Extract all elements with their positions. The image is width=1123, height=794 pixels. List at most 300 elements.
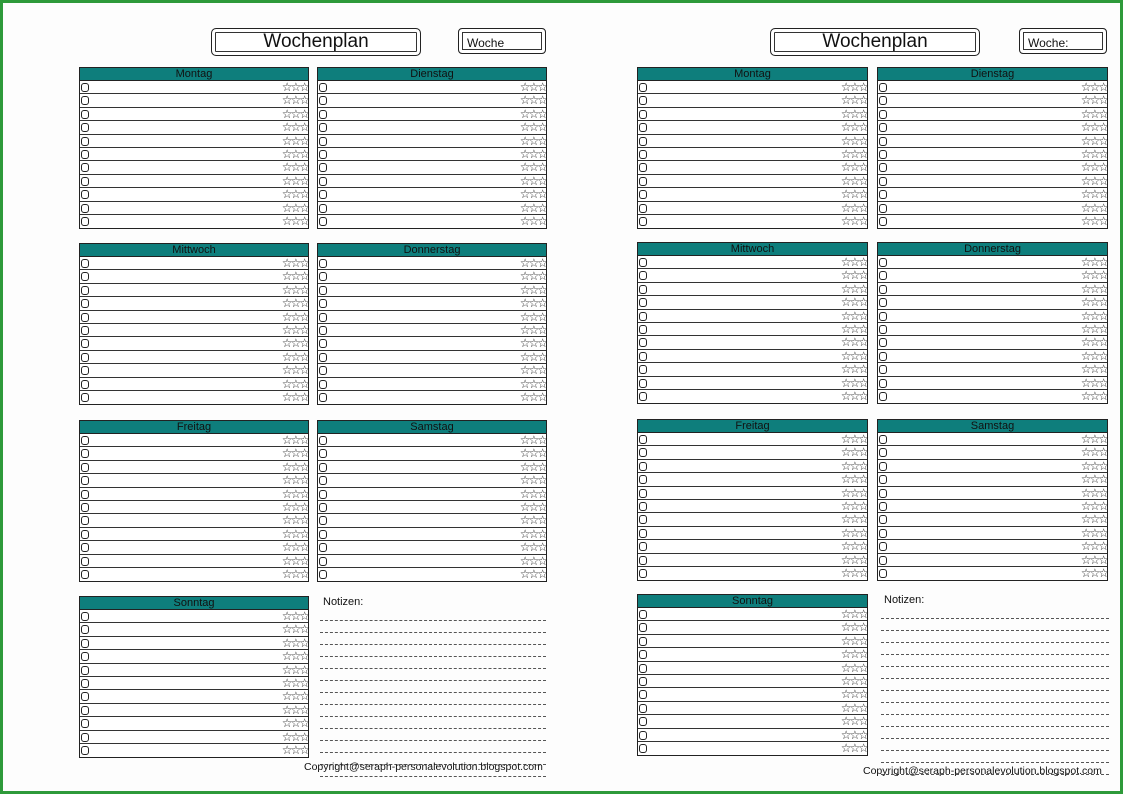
checkbox-icon[interactable] (639, 217, 647, 226)
task-row[interactable] (638, 540, 867, 553)
checkbox-icon[interactable] (639, 258, 647, 267)
task-row[interactable] (638, 256, 867, 269)
star-rating-icon[interactable]: ☆☆☆ (281, 716, 308, 731)
task-row[interactable] (638, 433, 867, 446)
checkbox-icon[interactable] (81, 204, 89, 213)
checkbox-icon[interactable] (639, 569, 647, 578)
checkbox-icon[interactable] (81, 733, 89, 742)
checkbox-icon[interactable] (639, 285, 647, 294)
task-row[interactable] (318, 311, 546, 324)
star-rating-icon[interactable]: ☆☆☆ (281, 146, 308, 161)
star-rating-icon[interactable]: ☆☆☆ (1080, 458, 1107, 473)
star-rating-icon[interactable]: ☆☆☆ (1080, 106, 1107, 121)
star-rating-icon[interactable]: ☆☆☆ (1080, 539, 1107, 554)
task-row[interactable] (80, 555, 308, 568)
checkbox-icon[interactable] (319, 516, 327, 525)
star-rating-icon[interactable]: ☆☆☆ (281, 446, 308, 461)
checkbox-icon[interactable] (639, 542, 647, 551)
star-rating-icon[interactable]: ☆☆☆ (840, 687, 867, 702)
task-row[interactable] (638, 323, 867, 336)
checkbox-icon[interactable] (639, 664, 647, 673)
star-rating-icon[interactable]: ☆☆☆ (281, 389, 308, 404)
checkbox-icon[interactable] (319, 476, 327, 485)
star-rating-icon[interactable]: ☆☆☆ (281, 473, 308, 488)
task-row[interactable] (638, 473, 867, 486)
checkbox-icon[interactable] (81, 719, 89, 728)
checkbox-icon[interactable] (319, 380, 327, 389)
star-rating-icon[interactable]: ☆☆☆ (840, 213, 867, 228)
checkbox-icon[interactable] (319, 449, 327, 458)
checkbox-icon[interactable] (879, 298, 887, 307)
star-rating-icon[interactable]: ☆☆☆ (519, 459, 546, 474)
star-rating-icon[interactable]: ☆☆☆ (519, 526, 546, 541)
task-row[interactable] (318, 434, 546, 447)
star-rating-icon[interactable]: ☆☆☆ (281, 200, 308, 215)
star-rating-icon[interactable]: ☆☆☆ (840, 335, 867, 350)
star-rating-icon[interactable]: ☆☆☆ (840, 133, 867, 148)
task-row[interactable] (318, 94, 546, 107)
checkbox-icon[interactable] (81, 639, 89, 648)
star-rating-icon[interactable]: ☆☆☆ (840, 498, 867, 513)
notes-area[interactable] (881, 594, 1109, 754)
checkbox-icon[interactable] (639, 150, 647, 159)
checkbox-icon[interactable] (81, 476, 89, 485)
star-rating-icon[interactable]: ☆☆☆ (519, 376, 546, 391)
star-rating-icon[interactable]: ☆☆☆ (281, 173, 308, 188)
star-rating-icon[interactable]: ☆☆☆ (519, 513, 546, 528)
star-rating-icon[interactable]: ☆☆☆ (840, 200, 867, 215)
task-row[interactable] (80, 108, 308, 121)
star-rating-icon[interactable]: ☆☆☆ (1080, 512, 1107, 527)
checkbox-icon[interactable] (81, 557, 89, 566)
star-rating-icon[interactable]: ☆☆☆ (1080, 120, 1107, 135)
checkbox-icon[interactable] (879, 137, 887, 146)
task-row[interactable] (80, 637, 308, 650)
checkbox-icon[interactable] (319, 272, 327, 281)
task-row[interactable] (318, 364, 546, 377)
checkbox-icon[interactable] (319, 557, 327, 566)
task-row[interactable] (638, 188, 867, 201)
checkbox-icon[interactable] (639, 704, 647, 713)
star-rating-icon[interactable]: ☆☆☆ (519, 499, 546, 514)
checkbox-icon[interactable] (81, 163, 89, 172)
star-rating-icon[interactable]: ☆☆☆ (519, 566, 546, 581)
task-row[interactable] (318, 351, 546, 364)
star-rating-icon[interactable]: ☆☆☆ (519, 160, 546, 175)
week-field[interactable]: Woche: (1019, 28, 1107, 54)
checkbox-icon[interactable] (319, 177, 327, 186)
task-row[interactable] (638, 527, 867, 540)
star-rating-icon[interactable]: ☆☆☆ (281, 187, 308, 202)
checkbox-icon[interactable] (639, 352, 647, 361)
checkbox-icon[interactable] (319, 503, 327, 512)
checkbox-icon[interactable] (319, 163, 327, 172)
checkbox-icon[interactable] (639, 338, 647, 347)
checkbox-icon[interactable] (879, 352, 887, 361)
checkbox-icon[interactable] (81, 137, 89, 146)
checkbox-icon[interactable] (81, 490, 89, 499)
checkbox-icon[interactable] (879, 435, 887, 444)
task-row[interactable] (878, 527, 1107, 540)
task-row[interactable] (878, 175, 1107, 188)
task-row[interactable] (878, 283, 1107, 296)
star-rating-icon[interactable]: ☆☆☆ (840, 620, 867, 635)
star-rating-icon[interactable]: ☆☆☆ (281, 80, 308, 94)
checkbox-icon[interactable] (319, 339, 327, 348)
task-row[interactable] (80, 148, 308, 161)
task-row[interactable] (878, 460, 1107, 473)
task-row[interactable] (878, 363, 1107, 376)
task-row[interactable] (80, 161, 308, 174)
checkbox-icon[interactable] (639, 690, 647, 699)
checkbox-icon[interactable] (319, 204, 327, 213)
star-rating-icon[interactable]: ☆☆☆ (281, 269, 308, 284)
task-row[interactable] (878, 108, 1107, 121)
star-rating-icon[interactable]: ☆☆☆ (281, 649, 308, 664)
checkbox-icon[interactable] (879, 325, 887, 334)
task-row[interactable] (318, 121, 546, 134)
star-rating-icon[interactable]: ☆☆☆ (840, 80, 867, 94)
task-row[interactable] (638, 269, 867, 282)
task-row[interactable] (878, 148, 1107, 161)
task-row[interactable] (638, 513, 867, 526)
week-field[interactable]: Woche (458, 28, 546, 54)
task-row[interactable] (638, 460, 867, 473)
task-row[interactable] (80, 202, 308, 215)
checkbox-icon[interactable] (879, 190, 887, 199)
star-rating-icon[interactable]: ☆☆☆ (840, 727, 867, 742)
task-row[interactable] (80, 284, 308, 297)
task-row[interactable] (878, 487, 1107, 500)
checkbox-icon[interactable] (879, 271, 887, 280)
star-rating-icon[interactable]: ☆☆☆ (1080, 335, 1107, 350)
task-row[interactable] (638, 363, 867, 376)
checkbox-icon[interactable] (81, 272, 89, 281)
star-rating-icon[interactable]: ☆☆☆ (1080, 295, 1107, 310)
star-rating-icon[interactable]: ☆☆☆ (840, 432, 867, 446)
checkbox-icon[interactable] (81, 503, 89, 512)
checkbox-icon[interactable] (81, 83, 89, 92)
task-row[interactable] (878, 202, 1107, 215)
star-rating-icon[interactable]: ☆☆☆ (1080, 552, 1107, 567)
star-rating-icon[interactable]: ☆☆☆ (281, 363, 308, 378)
task-row[interactable] (80, 364, 308, 377)
star-rating-icon[interactable]: ☆☆☆ (840, 160, 867, 175)
task-row[interactable] (80, 215, 308, 228)
star-rating-icon[interactable]: ☆☆☆ (1080, 525, 1107, 540)
star-rating-icon[interactable]: ☆☆☆ (840, 740, 867, 755)
checkbox-icon[interactable] (639, 96, 647, 105)
task-row[interactable] (80, 501, 308, 514)
checkbox-icon[interactable] (639, 462, 647, 471)
star-rating-icon[interactable]: ☆☆☆ (281, 133, 308, 148)
task-row[interactable] (638, 161, 867, 174)
task-row[interactable] (80, 568, 308, 581)
checkbox-icon[interactable] (319, 217, 327, 226)
star-rating-icon[interactable]: ☆☆☆ (281, 622, 308, 637)
task-row[interactable] (318, 188, 546, 201)
notes-area[interactable] (320, 596, 546, 756)
task-row[interactable] (638, 336, 867, 349)
star-rating-icon[interactable]: ☆☆☆ (840, 458, 867, 473)
star-rating-icon[interactable]: ☆☆☆ (1080, 485, 1107, 500)
task-row[interactable] (638, 310, 867, 323)
checkbox-icon[interactable] (639, 556, 647, 565)
task-row[interactable] (878, 323, 1107, 336)
task-row[interactable] (80, 488, 308, 501)
task-row[interactable] (80, 94, 308, 107)
checkbox-icon[interactable] (81, 516, 89, 525)
task-row[interactable] (638, 446, 867, 459)
checkbox-icon[interactable] (879, 489, 887, 498)
checkbox-icon[interactable] (879, 312, 887, 321)
checkbox-icon[interactable] (81, 259, 89, 268)
task-row[interactable] (318, 501, 546, 514)
star-rating-icon[interactable]: ☆☆☆ (519, 269, 546, 284)
task-row[interactable] (878, 567, 1107, 580)
checkbox-icon[interactable] (319, 353, 327, 362)
task-row[interactable] (318, 108, 546, 121)
checkbox-icon[interactable] (81, 123, 89, 132)
task-row[interactable] (878, 377, 1107, 390)
star-rating-icon[interactable]: ☆☆☆ (840, 375, 867, 390)
task-row[interactable] (638, 567, 867, 580)
checkbox-icon[interactable] (639, 163, 647, 172)
checkbox-icon[interactable] (319, 123, 327, 132)
star-rating-icon[interactable]: ☆☆☆ (519, 349, 546, 364)
checkbox-icon[interactable] (879, 338, 887, 347)
checkbox-icon[interactable] (319, 393, 327, 402)
task-row[interactable] (878, 161, 1107, 174)
task-row[interactable] (80, 690, 308, 703)
star-rating-icon[interactable]: ☆☆☆ (840, 146, 867, 161)
checkbox-icon[interactable] (81, 393, 89, 402)
checkbox-icon[interactable] (639, 637, 647, 646)
star-rating-icon[interactable]: ☆☆☆ (519, 389, 546, 404)
checkbox-icon[interactable] (639, 137, 647, 146)
task-row[interactable] (80, 175, 308, 188)
checkbox-icon[interactable] (319, 110, 327, 119)
checkbox-icon[interactable] (319, 137, 327, 146)
star-rating-icon[interactable]: ☆☆☆ (1080, 445, 1107, 460)
task-row[interactable] (318, 541, 546, 554)
star-rating-icon[interactable]: ☆☆☆ (840, 565, 867, 580)
checkbox-icon[interactable] (639, 475, 647, 484)
task-row[interactable] (80, 324, 308, 337)
star-rating-icon[interactable]: ☆☆☆ (519, 296, 546, 311)
star-rating-icon[interactable]: ☆☆☆ (519, 256, 546, 270)
star-rating-icon[interactable]: ☆☆☆ (1080, 472, 1107, 487)
star-rating-icon[interactable]: ☆☆☆ (840, 120, 867, 135)
task-row[interactable] (638, 648, 867, 661)
task-row[interactable] (638, 500, 867, 513)
star-rating-icon[interactable]: ☆☆☆ (1080, 255, 1107, 269)
star-rating-icon[interactable]: ☆☆☆ (840, 308, 867, 323)
star-rating-icon[interactable]: ☆☆☆ (281, 566, 308, 581)
star-rating-icon[interactable]: ☆☆☆ (840, 93, 867, 108)
star-rating-icon[interactable]: ☆☆☆ (281, 349, 308, 364)
task-row[interactable] (638, 175, 867, 188)
task-row[interactable] (318, 175, 546, 188)
star-rating-icon[interactable]: ☆☆☆ (519, 200, 546, 215)
star-rating-icon[interactable]: ☆☆☆ (840, 660, 867, 675)
star-rating-icon[interactable]: ☆☆☆ (519, 446, 546, 461)
star-rating-icon[interactable]: ☆☆☆ (1080, 160, 1107, 175)
checkbox-icon[interactable] (81, 666, 89, 675)
checkbox-icon[interactable] (879, 83, 887, 92)
task-row[interactable] (80, 311, 308, 324)
task-row[interactable] (878, 269, 1107, 282)
star-rating-icon[interactable]: ☆☆☆ (519, 106, 546, 121)
checkbox-icon[interactable] (81, 339, 89, 348)
star-rating-icon[interactable]: ☆☆☆ (1080, 200, 1107, 215)
star-rating-icon[interactable]: ☆☆☆ (840, 700, 867, 715)
star-rating-icon[interactable]: ☆☆☆ (519, 282, 546, 297)
task-row[interactable] (638, 135, 867, 148)
star-rating-icon[interactable]: ☆☆☆ (840, 525, 867, 540)
checkbox-icon[interactable] (879, 110, 887, 119)
checkbox-icon[interactable] (81, 313, 89, 322)
checkbox-icon[interactable] (319, 463, 327, 472)
star-rating-icon[interactable]: ☆☆☆ (840, 472, 867, 487)
checkbox-icon[interactable] (639, 392, 647, 401)
star-rating-icon[interactable]: ☆☆☆ (519, 213, 546, 228)
checkbox-icon[interactable] (879, 163, 887, 172)
task-row[interactable] (80, 378, 308, 391)
checkbox-icon[interactable] (319, 543, 327, 552)
task-row[interactable] (638, 81, 867, 94)
task-row[interactable] (878, 81, 1107, 94)
star-rating-icon[interactable]: ☆☆☆ (1080, 362, 1107, 377)
checkbox-icon[interactable] (639, 379, 647, 388)
checkbox-icon[interactable] (81, 190, 89, 199)
task-row[interactable] (80, 447, 308, 460)
task-row[interactable] (638, 608, 867, 621)
checkbox-icon[interactable] (879, 448, 887, 457)
star-rating-icon[interactable]: ☆☆☆ (281, 635, 308, 650)
star-rating-icon[interactable]: ☆☆☆ (519, 133, 546, 148)
star-rating-icon[interactable]: ☆☆☆ (281, 553, 308, 568)
task-row[interactable] (878, 310, 1107, 323)
task-row[interactable] (80, 270, 308, 283)
task-row[interactable] (638, 108, 867, 121)
task-row[interactable] (80, 297, 308, 310)
checkbox-icon[interactable] (639, 271, 647, 280)
task-row[interactable] (638, 688, 867, 701)
star-rating-icon[interactable]: ☆☆☆ (1080, 281, 1107, 296)
checkbox-icon[interactable] (639, 489, 647, 498)
task-row[interactable] (318, 391, 546, 404)
checkbox-icon[interactable] (639, 177, 647, 186)
star-rating-icon[interactable]: ☆☆☆ (1080, 133, 1107, 148)
checkbox-icon[interactable] (879, 502, 887, 511)
task-row[interactable] (318, 81, 546, 94)
task-row[interactable] (80, 528, 308, 541)
star-rating-icon[interactable]: ☆☆☆ (519, 173, 546, 188)
star-rating-icon[interactable]: ☆☆☆ (840, 321, 867, 336)
checkbox-icon[interactable] (639, 610, 647, 619)
task-row[interactable] (80, 664, 308, 677)
star-rating-icon[interactable]: ☆☆☆ (1080, 348, 1107, 363)
task-row[interactable] (80, 731, 308, 744)
checkbox-icon[interactable] (81, 353, 89, 362)
task-row[interactable] (878, 390, 1107, 403)
task-row[interactable] (318, 378, 546, 391)
checkbox-icon[interactable] (81, 366, 89, 375)
star-rating-icon[interactable]: ☆☆☆ (519, 120, 546, 135)
task-row[interactable] (80, 717, 308, 730)
task-row[interactable] (80, 650, 308, 663)
task-row[interactable] (318, 337, 546, 350)
task-row[interactable] (80, 623, 308, 636)
task-row[interactable] (878, 215, 1107, 228)
task-row[interactable] (638, 554, 867, 567)
star-rating-icon[interactable]: ☆☆☆ (840, 445, 867, 460)
task-row[interactable] (878, 513, 1107, 526)
task-row[interactable] (878, 540, 1107, 553)
checkbox-icon[interactable] (879, 177, 887, 186)
star-rating-icon[interactable]: ☆☆☆ (281, 433, 308, 447)
checkbox-icon[interactable] (879, 529, 887, 538)
star-rating-icon[interactable]: ☆☆☆ (281, 486, 308, 501)
task-row[interactable] (80, 337, 308, 350)
checkbox-icon[interactable] (639, 731, 647, 740)
star-rating-icon[interactable]: ☆☆☆ (840, 388, 867, 403)
star-rating-icon[interactable]: ☆☆☆ (840, 539, 867, 554)
checkbox-icon[interactable] (319, 313, 327, 322)
task-row[interactable] (878, 135, 1107, 148)
star-rating-icon[interactable]: ☆☆☆ (1080, 432, 1107, 446)
checkbox-icon[interactable] (81, 449, 89, 458)
checkbox-icon[interactable] (319, 83, 327, 92)
checkbox-icon[interactable] (319, 299, 327, 308)
task-row[interactable] (878, 94, 1107, 107)
star-rating-icon[interactable]: ☆☆☆ (840, 647, 867, 662)
checkbox-icon[interactable] (81, 96, 89, 105)
star-rating-icon[interactable]: ☆☆☆ (519, 93, 546, 108)
task-row[interactable] (80, 514, 308, 527)
checkbox-icon[interactable] (319, 150, 327, 159)
checkbox-icon[interactable] (319, 436, 327, 445)
task-row[interactable] (638, 350, 867, 363)
star-rating-icon[interactable]: ☆☆☆ (281, 160, 308, 175)
star-rating-icon[interactable]: ☆☆☆ (281, 609, 308, 623)
task-row[interactable] (878, 554, 1107, 567)
star-rating-icon[interactable]: ☆☆☆ (840, 187, 867, 202)
checkbox-icon[interactable] (639, 515, 647, 524)
star-rating-icon[interactable]: ☆☆☆ (519, 322, 546, 337)
star-rating-icon[interactable]: ☆☆☆ (281, 120, 308, 135)
checkbox-icon[interactable] (639, 110, 647, 119)
task-row[interactable] (638, 662, 867, 675)
checkbox-icon[interactable] (81, 746, 89, 755)
star-rating-icon[interactable]: ☆☆☆ (1080, 80, 1107, 94)
checkbox-icon[interactable] (319, 490, 327, 499)
checkbox-icon[interactable] (81, 110, 89, 119)
checkbox-icon[interactable] (879, 150, 887, 159)
checkbox-icon[interactable] (639, 677, 647, 686)
task-row[interactable] (318, 161, 546, 174)
star-rating-icon[interactable]: ☆☆☆ (840, 714, 867, 729)
checkbox-icon[interactable] (81, 299, 89, 308)
task-row[interactable] (638, 202, 867, 215)
checkbox-icon[interactable] (879, 285, 887, 294)
task-row[interactable] (878, 473, 1107, 486)
checkbox-icon[interactable] (639, 435, 647, 444)
star-rating-icon[interactable]: ☆☆☆ (281, 729, 308, 744)
star-rating-icon[interactable]: ☆☆☆ (281, 213, 308, 228)
checkbox-icon[interactable] (639, 650, 647, 659)
